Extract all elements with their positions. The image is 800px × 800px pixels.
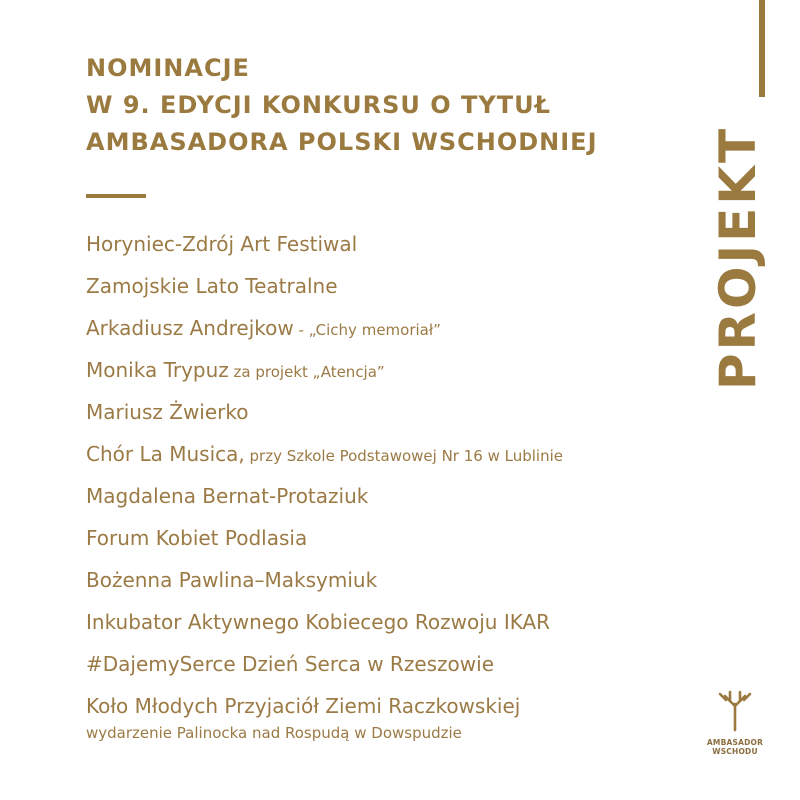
wheat-icon [717, 688, 753, 732]
list-item [86, 352, 563, 394]
nominee-name: Inkubator Aktywnego Kobiecego Rozwoju IKAR [86, 610, 551, 634]
nominee-name: Zamojskie Lato Teatralne [86, 274, 338, 298]
heading-line-2: W 9. EDYCJI KONKURSU O TYTUŁ [86, 91, 551, 119]
list-item [86, 646, 563, 688]
list-item [86, 394, 563, 436]
logo-line-2: WSCHODU [712, 747, 758, 756]
nominee-name: Horyniec-Zdrój Art Festiwal [86, 232, 358, 256]
logo-text [700, 738, 770, 756]
nominee-name: Koło Młodych Przyjaciół Ziemi Raczkowskiej [86, 694, 521, 718]
nominee-detail: przy Szkole Podstawowej Nr 16 w Lublinie [244, 447, 563, 465]
page-heading [86, 50, 598, 161]
nominee-name: Arkadiusz Andrejkow [86, 316, 294, 340]
list-item [86, 268, 563, 310]
heading-divider [86, 194, 146, 198]
nominee-name: Bożenna Pawlina–Maksymiuk [86, 568, 378, 592]
logo-line-1: AMBASADOR [706, 738, 764, 747]
top-accent-bar [759, 0, 765, 97]
nominee-detail: za projekt „Atencja” [228, 363, 385, 381]
list-item [86, 604, 563, 646]
nominee-detail: - „Cichy memoriał” [293, 321, 441, 339]
ambasador-wschodu-logo [700, 688, 770, 756]
list-item [86, 478, 563, 520]
nominee-note: wydarzenie Palinocka nad Rospudą w Dowspudzie [86, 724, 462, 742]
heading-line-3: AMBASADORA POLSKI WSCHODNIEJ [86, 128, 598, 156]
list-item [86, 436, 563, 478]
list-item [86, 562, 563, 604]
heading-line-1: NOMINACJE [86, 54, 250, 82]
list-item [86, 520, 563, 562]
category-label: PROJEKT [709, 125, 767, 391]
nominee-name: Monika Trypuz [86, 358, 229, 382]
nominee-name: Mariusz Żwierko [86, 400, 249, 424]
nominee-name: Chór La Musica, [86, 442, 245, 466]
list-item [86, 226, 563, 268]
nominee-name: #DajemySerce Dzień Serca w Rzeszowie [86, 652, 495, 676]
nominee-name: Magdalena Bernat-Protaziuk [86, 484, 369, 508]
nominee-list [86, 226, 563, 750]
nominee-name: Forum Kobiet Podlasia [86, 526, 308, 550]
list-item [86, 310, 563, 352]
